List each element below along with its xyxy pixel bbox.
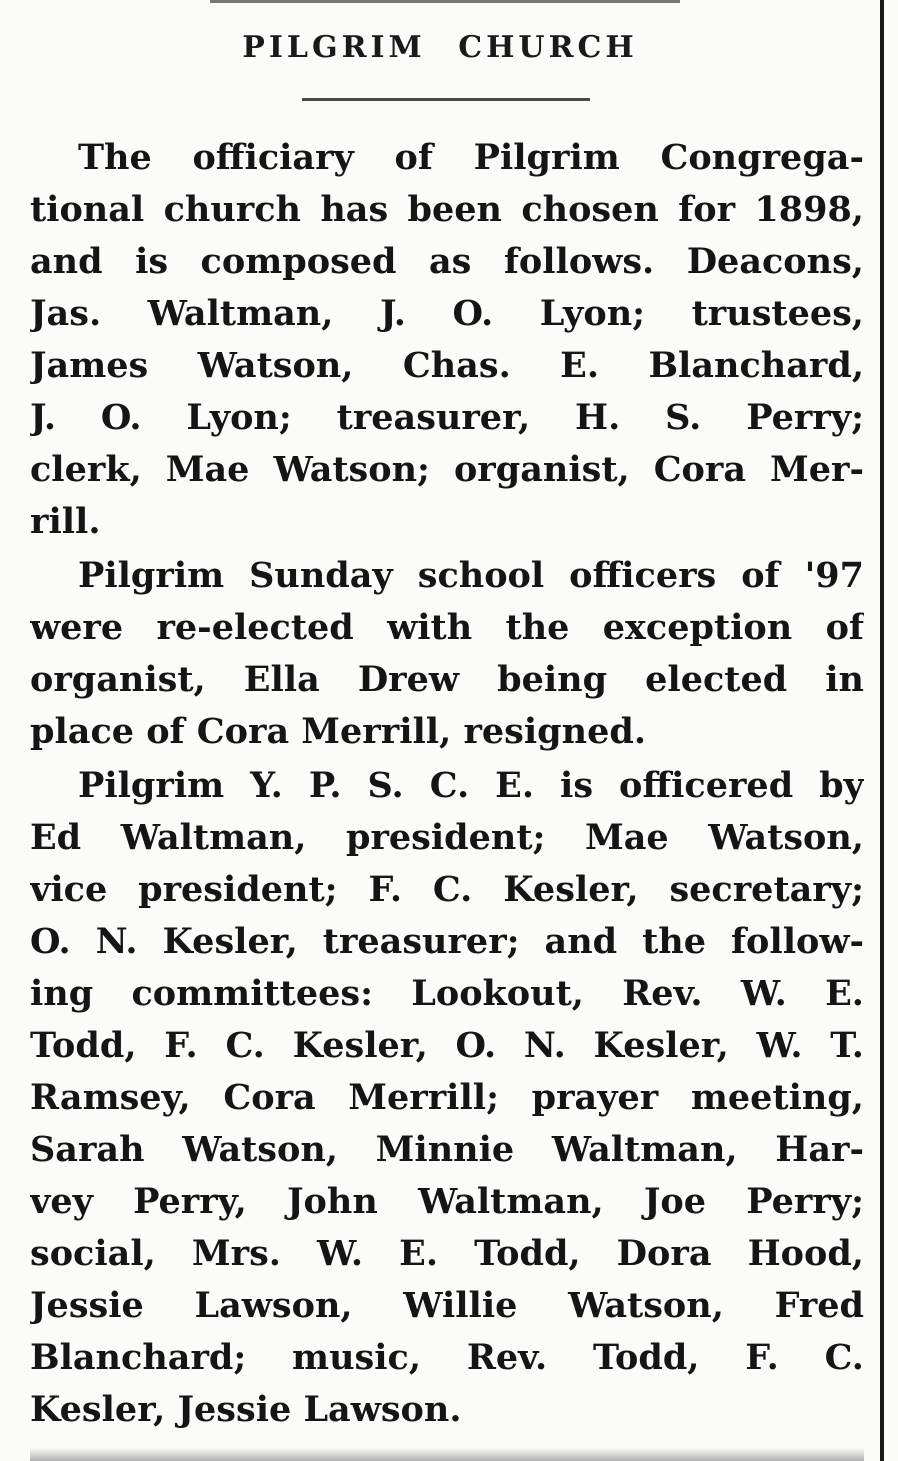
- text-line: clerk, Mae Watson; organist, Cora Mer-: [30, 449, 864, 490]
- text-line: Kesler, Jessie Lawson.: [30, 1389, 462, 1430]
- text-line: Jessie Lawson, Willie Watson, Fred: [30, 1285, 864, 1326]
- text-line: vey Perry, John Waltman, Joe Perry;: [30, 1181, 864, 1222]
- paragraph-ypsce: [30, 760, 864, 1436]
- text-line: Blanchard; music, Rev. Todd, F. C.: [30, 1337, 864, 1378]
- article-body: [30, 132, 864, 1438]
- text-line: James Watson, Chas. E. Blanchard,: [30, 345, 864, 386]
- column-rule: [880, 0, 884, 1461]
- top-rule: [210, 0, 680, 3]
- text-line: Jas. Waltman, J. O. Lyon; trustees,: [30, 293, 864, 334]
- text-line: J. O. Lyon; treasurer, H. S. Perry;: [30, 397, 864, 438]
- headline: PILGRIM CHURCH: [242, 30, 638, 65]
- text-line: social, Mrs. W. E. Todd, Dora Hood,: [30, 1233, 864, 1274]
- text-line: and is composed as follows. Deacons,: [30, 241, 864, 282]
- text-line: place of Cora Merrill, resigned.: [30, 711, 647, 752]
- paragraph-sunday-school: [30, 550, 864, 758]
- text-line: The officiary of Pilgrim Congrega-: [78, 137, 864, 178]
- text-line: Pilgrim Sunday school officers of '97: [78, 555, 864, 596]
- text-line: Pilgrim Y. P. S. C. E. is officered by: [78, 765, 864, 806]
- text-line: tional church has been chosen for 1898,: [30, 189, 864, 230]
- text-line: rill.: [30, 501, 101, 542]
- paragraph-officiary: [30, 132, 864, 548]
- headline-rule: [302, 98, 590, 101]
- text-line: were re-elected with the exception of: [30, 607, 864, 648]
- text-line: Todd, F. C. Kesler, O. N. Kesler, W. T.: [30, 1025, 864, 1066]
- text-line: Sarah Watson, Minnie Waltman, Har-: [30, 1129, 864, 1170]
- text-line: ing committees: Lookout, Rev. W. E.: [30, 973, 864, 1014]
- text-line: O. N. Kesler, treasurer; and the follow-: [30, 921, 864, 962]
- text-line: vice president; F. C. Kesler, secretary;: [30, 869, 864, 910]
- text-line: Ramsey, Cora Merrill; prayer meeting,: [30, 1077, 864, 1118]
- cropped-next-line: [30, 1448, 864, 1461]
- text-line: Ed Waltman, president; Mae Watson,: [30, 817, 864, 858]
- text-line: organist, Ella Drew being elected in: [30, 659, 864, 700]
